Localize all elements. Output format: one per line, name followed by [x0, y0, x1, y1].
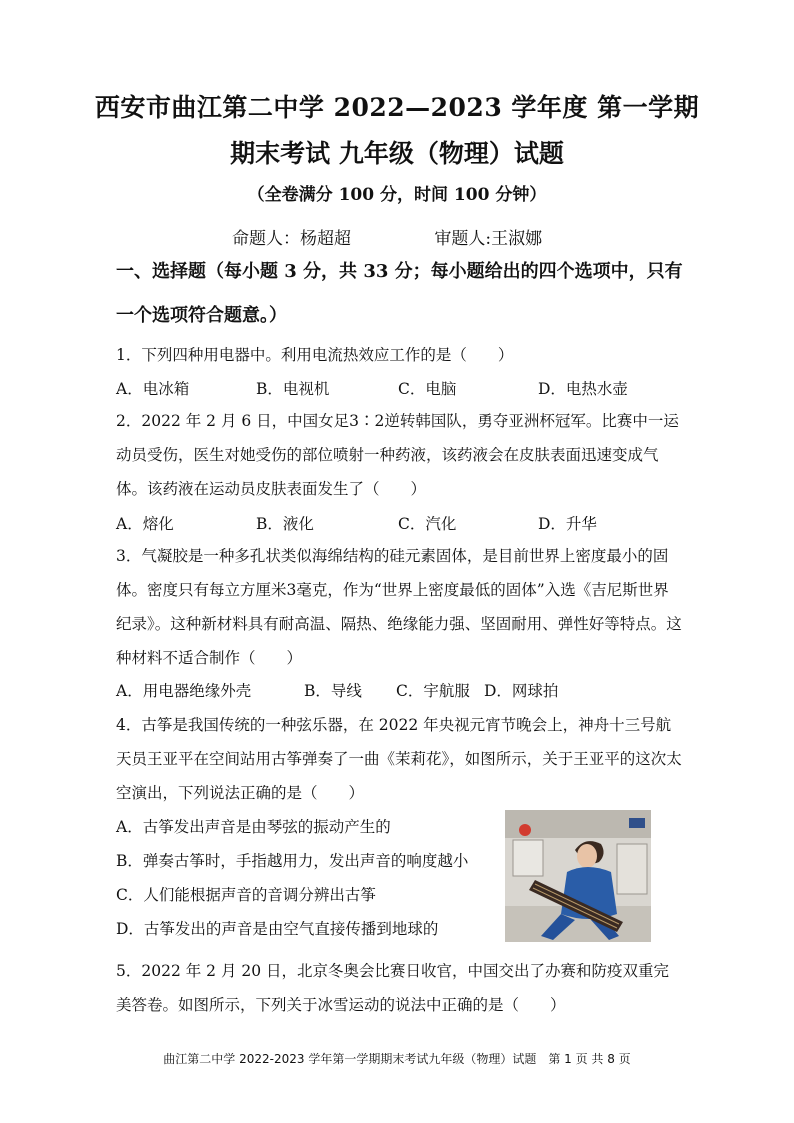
- option-a: A．电冰箱: [116, 380, 190, 398]
- option-a: A．熔化: [116, 515, 174, 533]
- question-1-options: [116, 377, 686, 401]
- option-a: A．古筝发出声音是由琴弦的振动产生的: [116, 818, 391, 836]
- option-b: B．液化: [256, 515, 314, 533]
- question-1-stem: 1．下列四种用电器中。利用电流热效应工作的是（ ）: [116, 346, 514, 364]
- astronaut-guzheng-photo: [505, 810, 651, 942]
- option-c: C．人们能根据声音的音调分辨出古筝: [116, 886, 376, 904]
- option-c: C．电脑: [398, 380, 457, 398]
- exam-title-line2: 期末考试 九年级（物理）试题: [230, 139, 564, 168]
- option-b: B．电视机: [256, 380, 330, 398]
- authors-line: [232, 224, 542, 249]
- question-2-stem: 2．2022 年 2 月 6 日，中国女足3∶2逆转韩国队，勇夺亚洲杯冠军。比赛中一运动员受伤，医生对她受伤的部位喷射一种药液，该药液会在皮肤表面迅速变成气体。该药液在运动员皮肤表面发生了（ ）: [116, 412, 679, 498]
- question-setter: 命题人：杨超超: [232, 229, 351, 249]
- option-b: B．弹奏古筝时，手指越用力，发出声音的响度越小: [116, 852, 469, 870]
- question-2-options: [116, 512, 686, 536]
- option-c: C．宇航服: [396, 682, 470, 700]
- question-3-options: [116, 679, 686, 703]
- exam-title-line1: 西安市曲江第二中学 2022—2023 学年度 第一学期: [94, 93, 700, 122]
- option-c: C．汽化: [398, 515, 457, 533]
- option-d: D．古筝发出的声音是由空气直接传播到地球的: [116, 920, 439, 938]
- question-reviewer: 审题人:王淑娜: [434, 229, 543, 249]
- option-d: D．网球拍: [484, 682, 559, 700]
- section-heading: 一、选择题（每小题 3 分，共 33 分；每小题给出的四个选项中，只有一个选项符合题意。）: [116, 261, 683, 326]
- question-4-stem: 4．古筝是我国传统的一种弦乐器，在 2022 年央视元宵节晚会上，神舟十三号航天员王亚平在空间站用古筝弹奏了一曲《茉莉花》，如图所示，关于王亚平的这次太空演出，下列说法正确的是（ ）: [116, 716, 682, 802]
- option-b: B．导线: [304, 682, 362, 700]
- exam-subtitle: （全卷满分 100 分，时间 100 分钟）: [247, 185, 547, 205]
- question-5-stem: 5．2022 年 2 月 20 日，北京冬奥会比赛日收官，中国交出了办赛和防疫双重完美答卷。如图所示，下列关于冰雪运动的说法中正确的是（ ）: [116, 962, 670, 1014]
- option-d: D．电热水壶: [538, 380, 628, 398]
- option-d: D．升华: [538, 515, 597, 533]
- question-3-stem: 3．气凝胶是一种多孔状类似海绵结构的硅元素固体，是目前世界上密度最小的固体。密度只有每立方厘米3毫克，作为“世界上密度最低的固体”入选《吉尼斯世界纪录》。这种新材料具有耐高温、隔热、绝缘能力强、坚固耐用、弹性好等特点。这种材料不适合制作（ ）: [116, 547, 682, 667]
- page-footer: 曲江第二中学 2022-2023 学年第一学期期末考试九年级（物理）试题 第 1 页 共 8 页: [163, 1052, 631, 1066]
- option-a: A．用电器绝缘外壳: [116, 682, 252, 700]
